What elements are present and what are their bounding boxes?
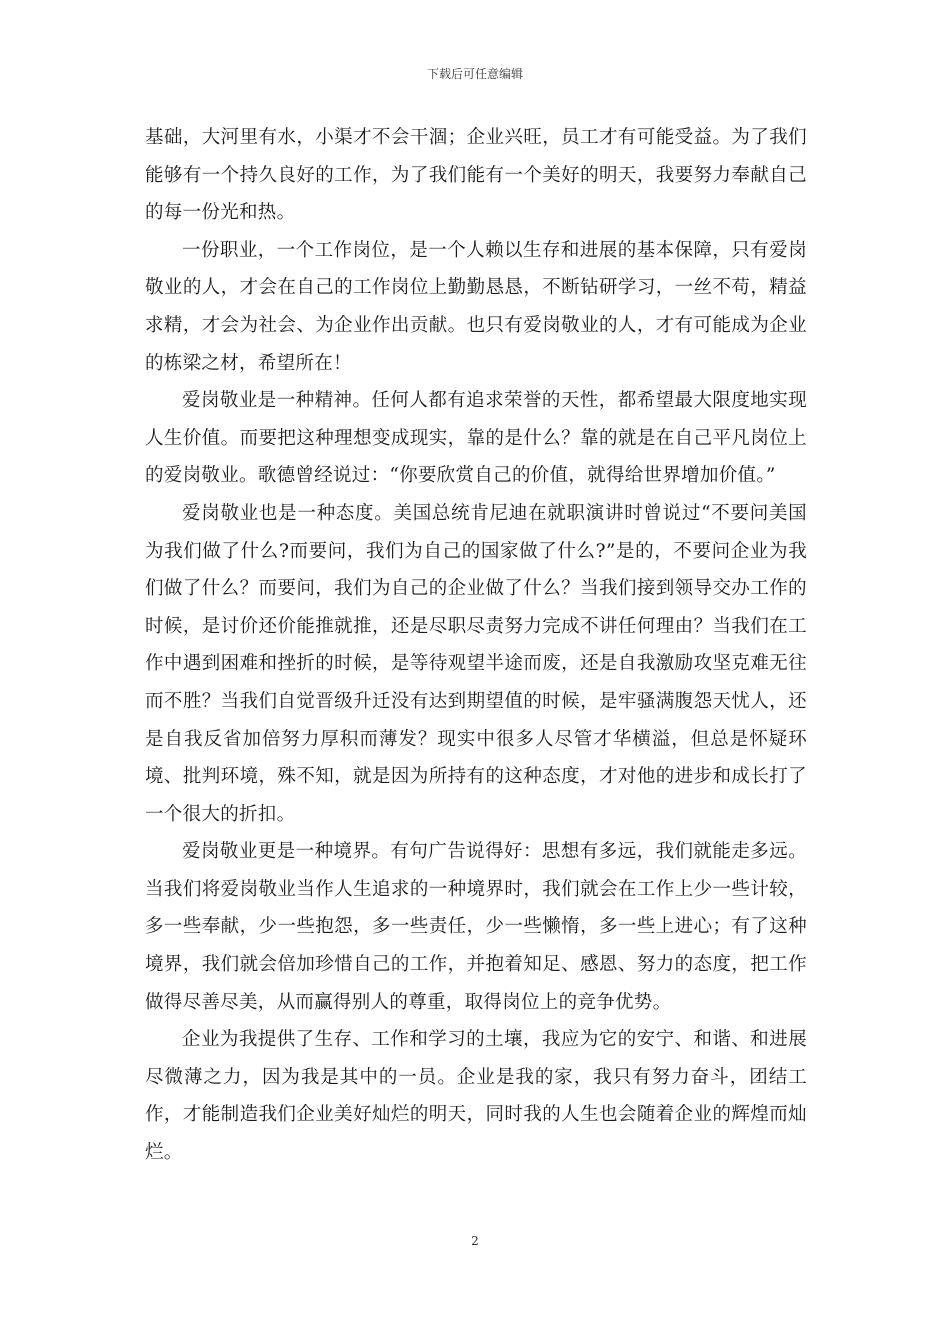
paragraph-spirit: 爱岗敬业是一种精神。任何人都有追求荣誉的天性，都希望最大限度地实现人生价值。而要把这种理想变成现实，靠的是什么？靠的就是在自己平凡岗位上的爱岗敬业。歌德曾经说过：“你要欣赏自己的价值，就得给世界增加价值。” xyxy=(145,390,807,487)
paragraph-continuation: 基础，大河里有水，小渠才不会干涸；企业兴旺，员工才有可能受益。为了我们能够有一个持久良好的工作，为了我们能有一个美好的明天，我要努力奉献自己的每一份光和热。 xyxy=(145,127,807,224)
paragraph-career-foundation: 一份职业，一个工作岗位，是一个人赖以生存和进展的基本保障，只有爱岗敬业的人，才会在自己的工作岗位上勤勤恳恳，不断钻研学习，一丝不苟，精益求精，才会为社会、为企业作出贡献。也只有爱岗敬业的人，才有可能成为企业的栋梁之材，希望所在！ xyxy=(145,239,807,374)
paragraph-enterprise: 企业为我提供了生存、工作和学习的土壤，我应为它的安宁、和谐、和进展尽微薄之力，因为我是其中的一员。企业是我的家，我只有努力奋斗，团结工作，才能制造我们企业美好灿烂的明天，同时我的人生也会随着企业的辉煌而灿烂。 xyxy=(145,1029,807,1164)
paragraph-realm: 爱岗敬业更是一种境界。有句广告说得好：思想有多远，我们就能走多远。当我们将爱岗敬业当作人生追求的一种境界时，我们就会在工作上少一些计较，多一些奉献，少一些抱怨，多一些责任，少一些懒惰，多一些上进心；有了这种境界，我们就会倍加珍惜自己的工作，并抱着知足、感恩、努力的态度，把工作做得尽善尽美，从而赢得别人的尊重，取得岗位上的竞争优势。 xyxy=(145,841,807,1013)
paragraph-attitude: 爱岗敬业也是一种态度。美国总统肯尼迪在就职演讲时曾说过“不要问美国为我们做了什么?而要问，我们为自己的国家做了什么?”是的，不要问企业为我们做了什么？而要问，我们为自己的企业做了什么？当我们接到领导交办工作的时候，是讨价还价能推就推，还是尽职尽责努力完成不讲任何理由？当我们在工作中遇到困难和挫折的时候，是等待观望半途而废，还是自我激励攻坚克难无往而不胜？当我们自觉晋级升迁没有达到期望值的时候，是牢骚满腹怨天忧人，还是自我反省加倍努力厚积而薄发？现实中很多人尽管才华横溢，但总是怀疑环境、批判环境，殊不知，就是因为所持有的这种态度，才对他的进步和成长打了一个很大的折扣。 xyxy=(145,502,807,825)
document-body xyxy=(145,119,807,1172)
page-number: 2 xyxy=(471,1234,479,1248)
page-header: 下载后可任意编辑 xyxy=(426,67,523,81)
